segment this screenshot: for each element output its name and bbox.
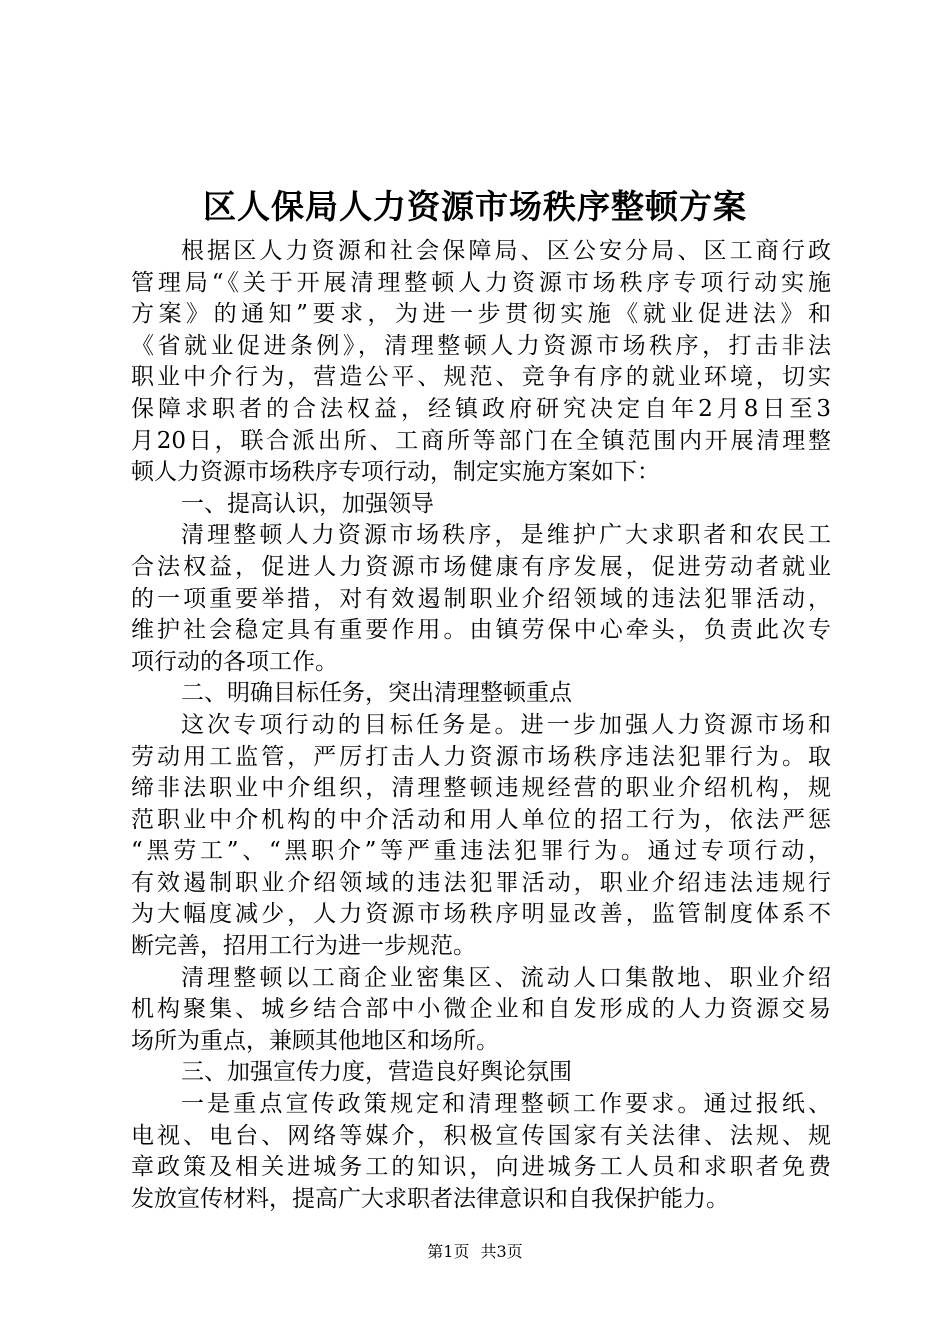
text-line: 一是重点宣传政策规定和清理整顿工作要求。通过报纸、 bbox=[181, 1091, 831, 1118]
text-line: 电视、电台、网络等媒介，积极宣传国家有关法律、法规、规 bbox=[131, 1122, 831, 1149]
text-line: 清理整顿人力资源市场秩序，是维护广大求职者和农民工 bbox=[181, 522, 831, 549]
text-line: 为大幅度减少，人力资源市场秩序明显改善，监管制度体系不 bbox=[131, 901, 831, 928]
page-number: 第1页 bbox=[427, 1242, 470, 1261]
text-line: “黑劳工”、“黑职介”等严重违法犯罪行为。通过专项行动， bbox=[131, 838, 831, 865]
text-line: 合法权益，促进人力资源市场健康有序发展，促进劳动者就业 bbox=[131, 553, 831, 580]
text-line: 发放宣传材料，提高广大求职者法律意识和自我保护能力。 bbox=[131, 1185, 729, 1212]
text-line: 方案》的通知”要求，为进一步贯彻实施《就业促进法》和 bbox=[131, 301, 831, 328]
text-line: 保障求职者的合法权益，经镇政府研究决定自年2月8日至3 bbox=[131, 395, 831, 422]
text-line: 劳动用工监管，严厉打击人力资源市场秩序违法犯罪行为。取 bbox=[131, 743, 831, 770]
text-line: 清理整顿以工商企业密集区、流动人口集散地、职业介绍 bbox=[181, 964, 831, 991]
text-line: 月20日，联合派出所、工商所等部门在全镇范围内开展清理整 bbox=[131, 427, 831, 454]
text-line: 《省就业促进条例》，清理整顿人力资源市场秩序，打击非法 bbox=[131, 332, 831, 359]
page-footer bbox=[0, 1240, 950, 1264]
text-line: 项行动的各项工作。 bbox=[131, 648, 338, 675]
text-line: 的一项重要举措，对有效遏制职业介绍领域的违法犯罪活动， bbox=[131, 585, 831, 612]
text-line: 管理局“《关于开展清理整顿人力资源市场秩序专项行动实施 bbox=[131, 269, 831, 296]
text-line: 缔非法职业中介组织，清理整顿违规经营的职业介绍机构，规 bbox=[131, 775, 831, 802]
text-line: 一、提高认识，加强领导 bbox=[181, 490, 434, 517]
text-line: 三、加强宣传力度，营造良好舆论氛围 bbox=[181, 1059, 572, 1086]
text-line: 顿人力资源市场秩序专项行动，制定实施方案如下： bbox=[131, 459, 660, 486]
page-total: 共3页 bbox=[480, 1242, 523, 1261]
text-line: 根据区人力资源和社会保障局、区公安分局、区工商行政 bbox=[181, 238, 831, 264]
text-line: 断完善，招用工行为进一步规范。 bbox=[131, 933, 476, 960]
text-line: 有效遏制职业介绍领域的违法犯罪活动，职业介绍违法违规行 bbox=[131, 869, 831, 896]
text-line: 维护社会稳定具有重要作用。由镇劳保中心牵头，负责此次专 bbox=[131, 617, 831, 644]
text-line: 职业中介行为，营造公平、规范、竞争有序的就业环境，切实 bbox=[131, 364, 831, 391]
text-line: 章政策及相关进城务工的知识，向进城务工人员和求职者免费 bbox=[131, 1154, 831, 1181]
text-line: 场所为重点，兼顾其他地区和场所。 bbox=[131, 1027, 499, 1054]
document-title: 区人保局人力资源市场秩序整顿方案 bbox=[203, 187, 747, 226]
text-line: 这次专项行动的目标任务是。进一步加强人力资源市场和 bbox=[181, 711, 831, 738]
text-line: 范职业中介机构的中介活动和用人单位的招工行为，依法严惩 bbox=[131, 806, 831, 833]
text-line: 机构聚集、城乡结合部中小微企业和自发形成的人力资源交易 bbox=[131, 996, 831, 1023]
document-body bbox=[131, 236, 831, 1215]
text-line: 二、明确目标任务，突出清理整顿重点 bbox=[181, 680, 572, 707]
